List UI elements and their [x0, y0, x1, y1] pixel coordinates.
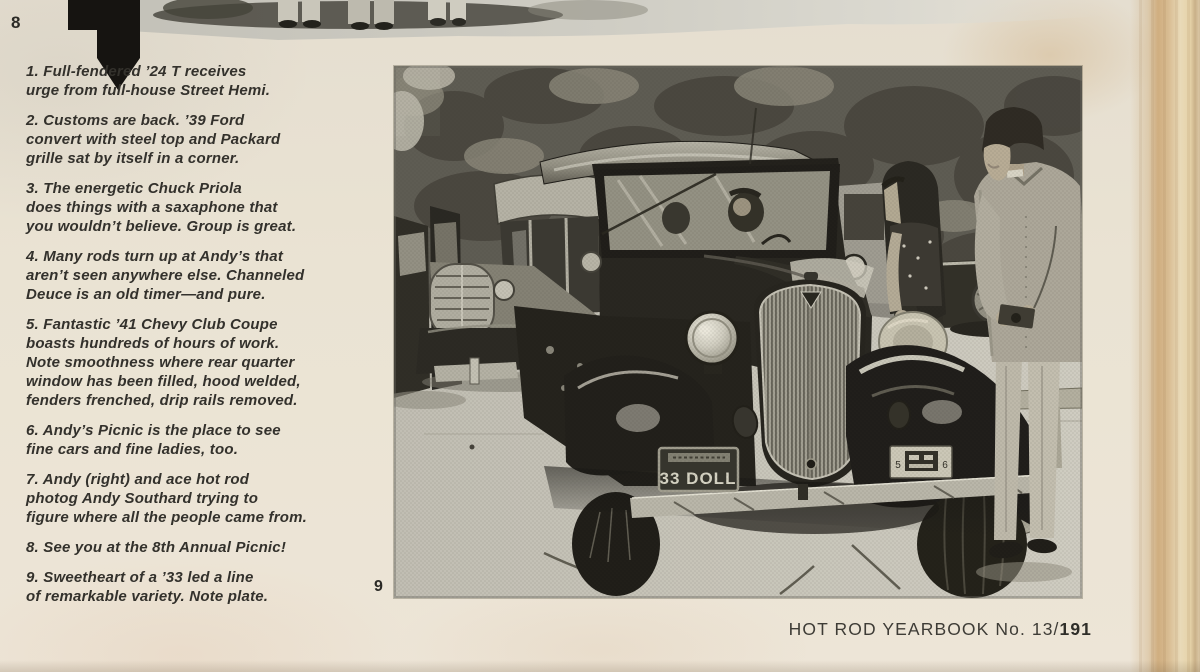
front-tag-left-digit: 5: [895, 460, 901, 471]
caption-list: [26, 62, 380, 617]
page-bottom-shadow: [0, 660, 1200, 672]
caption-line: photog Andy Southard trying to: [26, 490, 259, 507]
caption-line: 9. Sweetheart of a ’33 led a line: [26, 569, 254, 586]
page-number-top-left: 8: [11, 13, 21, 32]
sepia-wash: [394, 66, 1082, 598]
caption-line: you wouldn’t believe. Group is great.: [26, 218, 297, 235]
caption-line: 5. Fantastic ’41 Chevy Club Coupe: [26, 316, 278, 333]
caption-line: figure where all the people came from.: [26, 509, 308, 526]
front-tag-right-digit: 6: [942, 460, 948, 471]
main-photo: [394, 66, 1082, 598]
footer-title: HOT ROD YEARBOOK No. 13/: [788, 619, 1060, 639]
caption-line: aren’t seen anywhere else. Channeled: [26, 267, 305, 284]
caption-line: convert with steel top and Packard: [26, 131, 281, 148]
photo-number-label: 9: [374, 578, 383, 595]
page-binding-edge: [1130, 0, 1200, 672]
caption-line: 4. Many rods turn up at Andy’s that: [26, 248, 284, 265]
caption-line: window has been filled, hood welded,: [26, 373, 301, 390]
caption-line: 2. Customs are back. ’39 Ford: [26, 112, 245, 129]
caption-line: 7. Andy (right) and ace hot rod: [26, 471, 250, 488]
caption-line: boasts hundreds of hours of work.: [26, 335, 280, 352]
caption-item-7: [26, 470, 380, 527]
caption-item-3: [26, 179, 380, 236]
caption-item-4: [26, 247, 380, 304]
caption-item-2: [26, 111, 380, 168]
caption-line: Deuce is an old timer—and pure.: [26, 286, 266, 303]
caption-item-8: [26, 538, 380, 557]
caption-line: Note smoothness where rear quarter: [26, 354, 295, 371]
photo-illustration: [394, 66, 1082, 598]
caption-line: fenders frenched, drip rails removed.: [26, 392, 298, 409]
caption-line: fine cars and fine ladies, too.: [26, 441, 239, 458]
footer-page-number: 191: [1059, 619, 1092, 639]
caption-line: does things with a saxaphone that: [26, 199, 278, 216]
caption-line: 3. The energetic Chuck Priola: [26, 180, 242, 197]
caption-line: 1. Full-fendered ’24 T receives: [26, 63, 247, 80]
caption-item-6: [26, 421, 380, 459]
caption-item-5: [26, 315, 380, 410]
top-photo-strip: [28, 0, 1138, 46]
caption-line: urge from full-house Street Hemi.: [26, 82, 271, 99]
footer-credit: [740, 619, 1092, 640]
license-plate-text: 33 DOLL: [659, 469, 737, 488]
caption-line: 8. See you at the 8th Annual Picnic!: [26, 539, 287, 556]
caption-item-1: [26, 62, 380, 100]
caption-line: grille sat by itself in a corner.: [26, 150, 240, 167]
caption-line: of remarkable variety. Note plate.: [26, 588, 269, 605]
caption-line: 6. Andy’s Picnic is the place to see: [26, 422, 281, 439]
caption-item-9: [26, 568, 380, 606]
